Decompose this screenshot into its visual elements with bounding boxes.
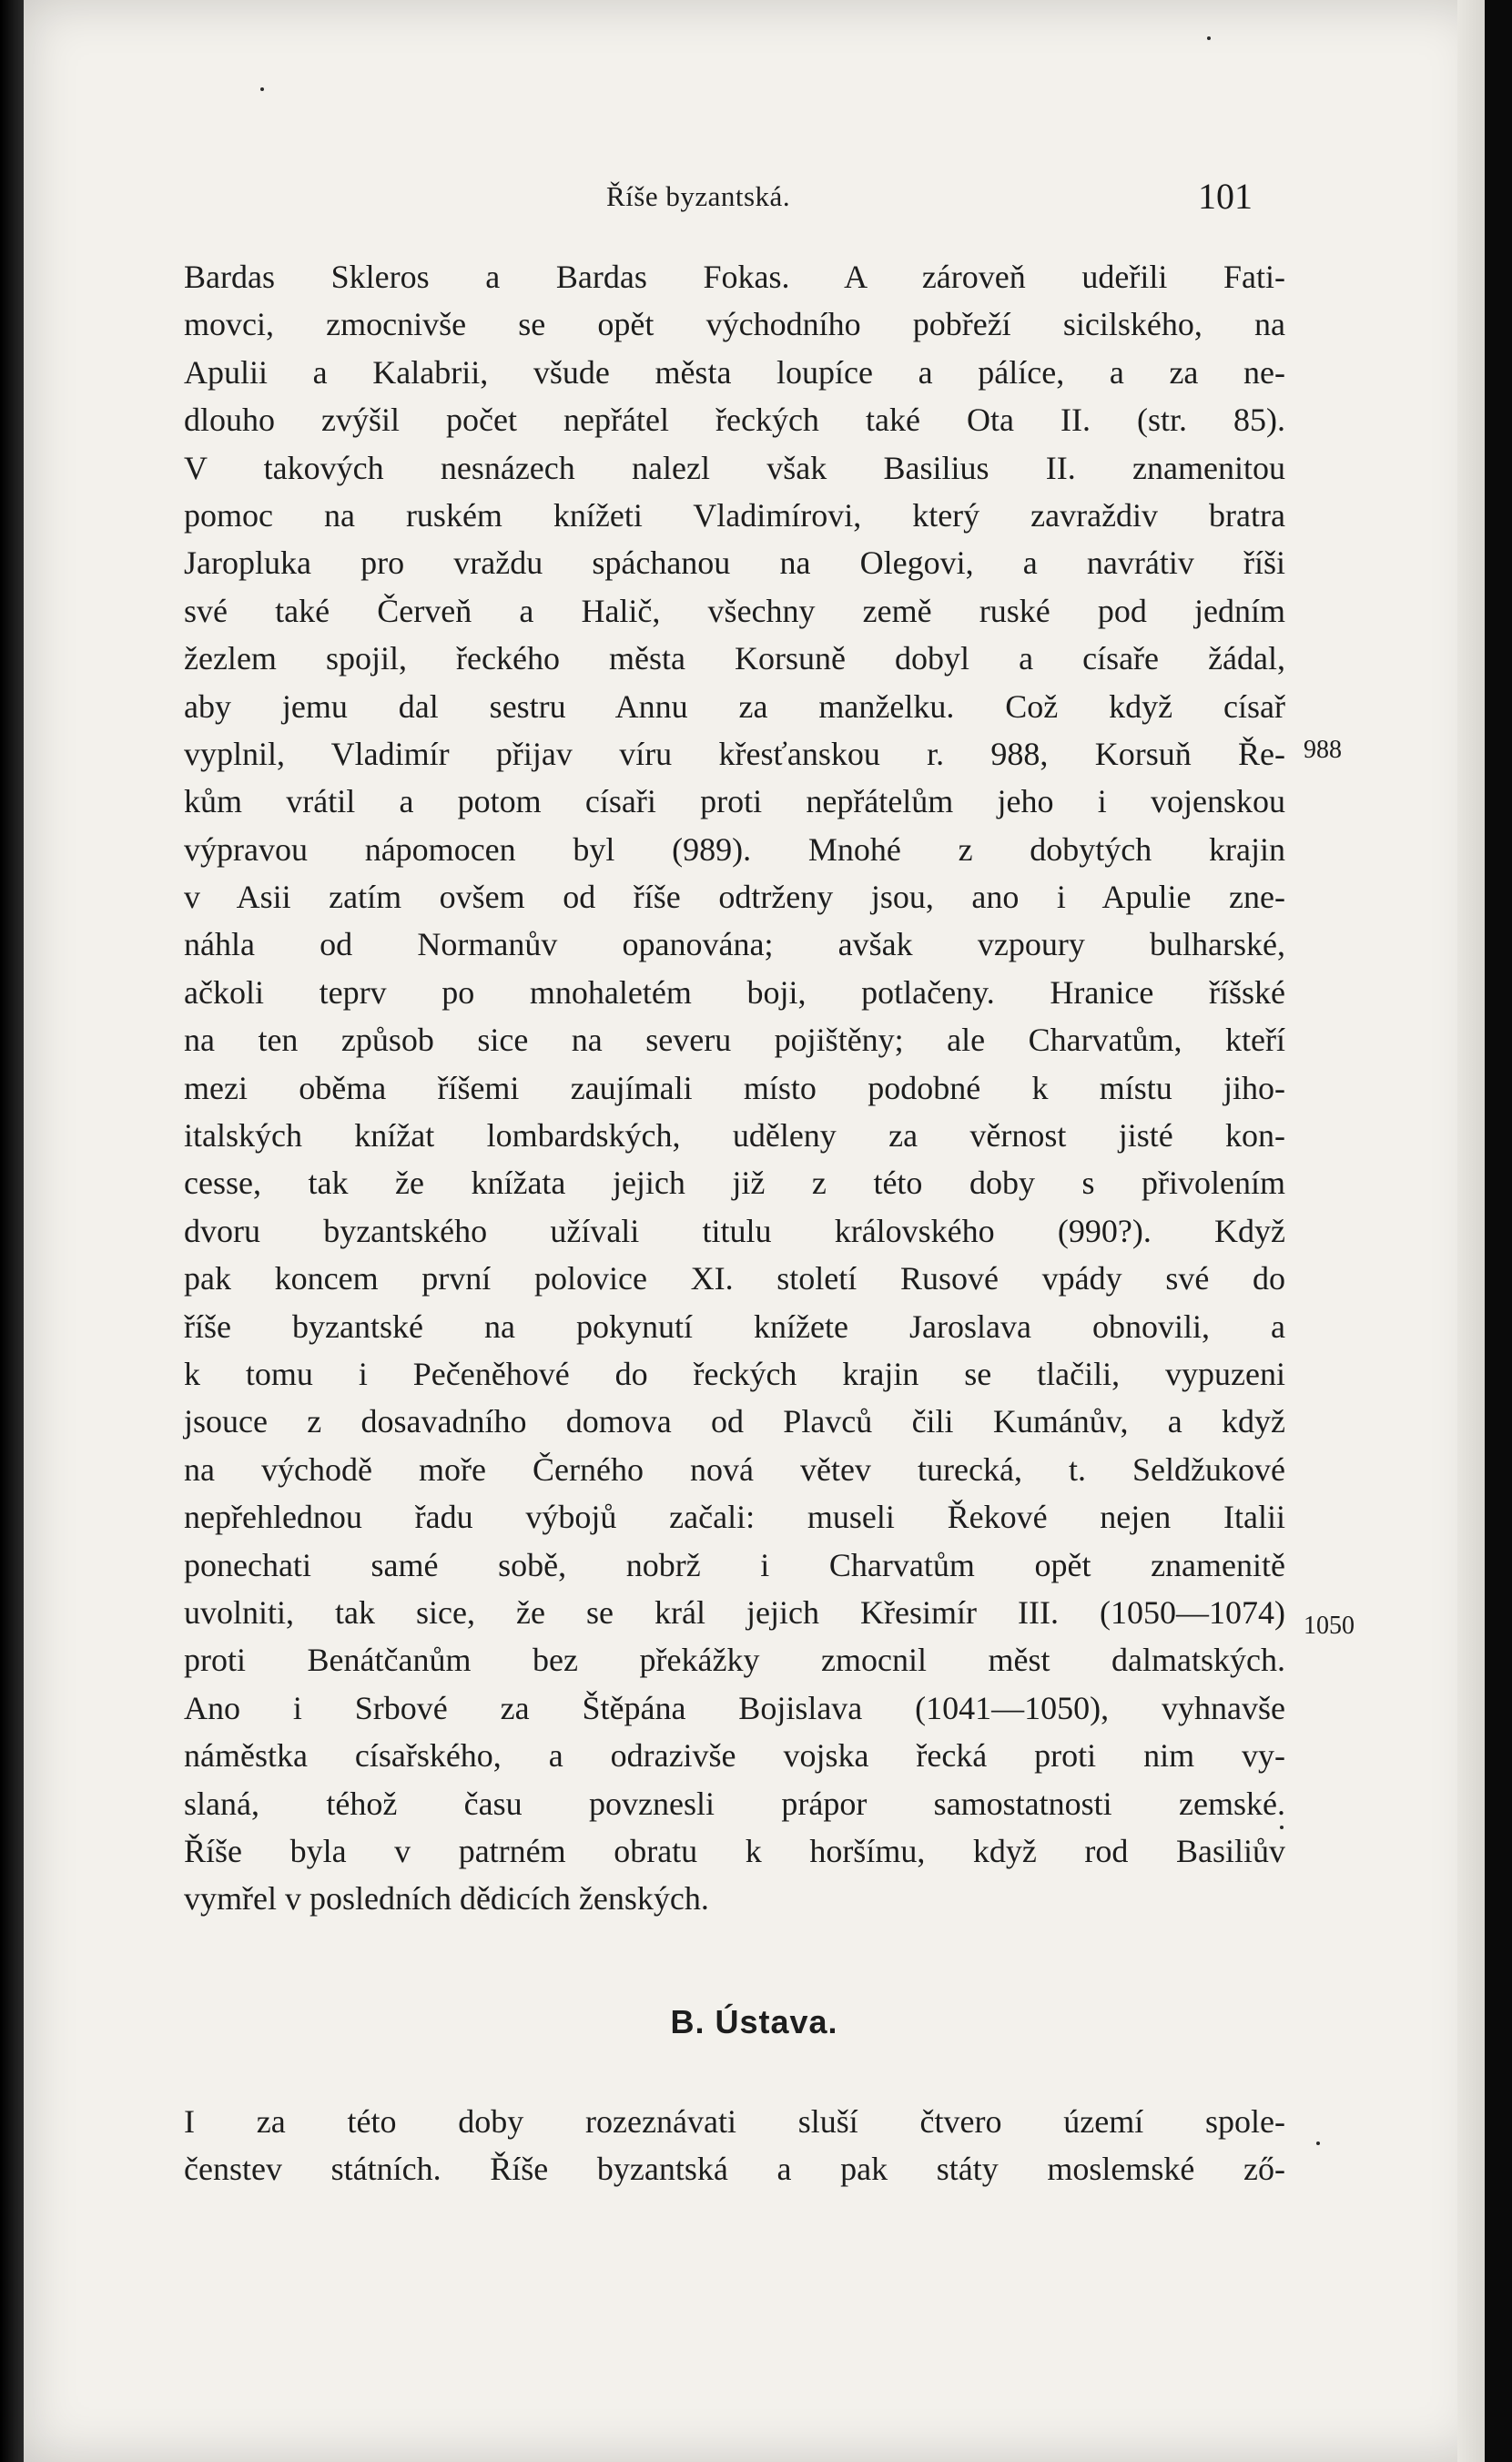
scan-speck [1316,2142,1320,2145]
text-line: své také Červeň a Halič, všechny země ruské pod jedním [184,592,1285,629]
text-line: mezi oběma říšemi zaujímali místo podobné k místu jiho- [184,1069,1285,1106]
text-line: nepřehlednou řadu výbojů začali: museli Řekové nejen Italii [184,1499,1285,1536]
text-line: dvoru byzantského užívali titulu královského (990?). Když [184,1212,1285,1249]
text-line: náhla od Normanův opanována; avšak vzpoury bulharské, [184,926,1285,963]
text-line: uvolniti, tak sice, že se král jejich Křesimír III. (1050—1074) [184,1593,1285,1631]
second-paragraph [184,2098,1285,2193]
text-line: vyplnil, Vladimír přijav víru křesťanskou r. 988, Korsuň Ře- [184,735,1285,772]
text-line: vymřel v posledních dědicích ženských. [184,1880,709,1918]
running-head: Říše byzantská. [606,180,791,212]
text-line: na ten způsob sice na severu pojištěny; ale Charvatům, kteří [184,1022,1285,1059]
scan-border [0,0,24,2462]
text-line: v Asii zatím ovšem od říše odtrženy jsou, ano i Apulie zne- [184,879,1285,916]
text-line: Bardas Skleros a Bardas Fokas. A zároveň udeřili Fati- [184,259,1285,295]
text-line: ačkoli teprv po mnohaletém boji, potlačeny. Hranice říšské [184,973,1285,1011]
text-line: I za této doby rozeznávati sluší čtvero území spole- [184,2103,1285,2140]
scan-speck [1280,1826,1284,1829]
text-line: na východě moře Černého nová větev turecká, t. Seldžukové [184,1450,1285,1488]
text-line: pak koncem první polovice XI. století Rusové vpády své do [184,1260,1285,1297]
scan-speck [1207,36,1211,40]
text-line: ponechati samé sobě, nobrž i Charvatům opět znamenitě [184,1546,1285,1583]
text-line: jsouce z dosavadního domova od Plavců čili Kumánův, a když [184,1403,1285,1440]
text-line: italských knížat lombardských, uděleny za věrnost jisté kon- [184,1117,1285,1155]
text-line: Jaropluka pro vraždu spáchanou na Olegovi, a navrátiv říši [184,544,1285,582]
text-line: slaná, téhož času povznesli prápor samostatnosti zemské. [184,1785,1285,1822]
text-line: V takových nesnázech nalezl však Basilius II. znamenitou [184,449,1285,486]
margin-year-note: 1050 [1304,1612,1355,1640]
page-header [24,176,1485,226]
section-heading: B. Ústava. [670,2003,838,2040]
text-line: pomoc na ruském knížeti Vladimírovi, který zavraždiv bratra [184,496,1285,534]
text-line: čenstev státních. Říše byzantská a pak státy moslemské ző- [184,2151,1285,2188]
text-line: k tomu i Pečeněhové do řeckých krajin se tlačili, vypuzeni [184,1355,1285,1392]
text-line: Říše byla v patrném obratu k horšímu, když rod Basiliův [184,1832,1285,1869]
page-edge [1457,0,1485,2462]
text-line: movci, zmocnivše se opět východního pobřeží sicilského, na [184,306,1285,343]
text-line: Apulii a Kalabrii, všude města loupíce a pálíce, a za ne- [184,353,1285,391]
text-line: žezlem spojil, řeckého města Korsuně dobyl a císaře žádal, [184,640,1285,677]
text-line: kům vrátil a potom císaři proti nepřátelům jeho i vojenskou [184,783,1285,820]
text-line: náměstka císařského, a odrazivše vojska řecká proti nim vy- [184,1737,1285,1775]
text-line: výpravou nápomocen byl (989). Mnohé z dobytých krajin [184,830,1285,868]
margin-year-note: 988 [1304,736,1342,764]
page-number: 101 [1198,176,1253,217]
scan-speck [260,87,264,91]
text-line: proti Benátčanům bez překážky zmocnil měst dalmatských. [184,1642,1285,1679]
text-line: říše byzantské na pokynutí knížete Jaroslava obnovili, a [184,1307,1285,1345]
text-line: cesse, tak že knížata jejich již z této doby s přivolením [184,1165,1285,1202]
text-line: dlouho zvýšil počet nepřátel řeckých také Ota II. (str. 85). [184,402,1285,439]
text-line: Ano i Srbové za Štěpána Bojislava (1041—1050), vyhnavše [184,1689,1285,1726]
book-page [24,0,1485,2462]
text-line: aby jemu dal sestru Annu za manželku. Což když císař [184,687,1285,725]
main-paragraph [184,253,1285,1923]
